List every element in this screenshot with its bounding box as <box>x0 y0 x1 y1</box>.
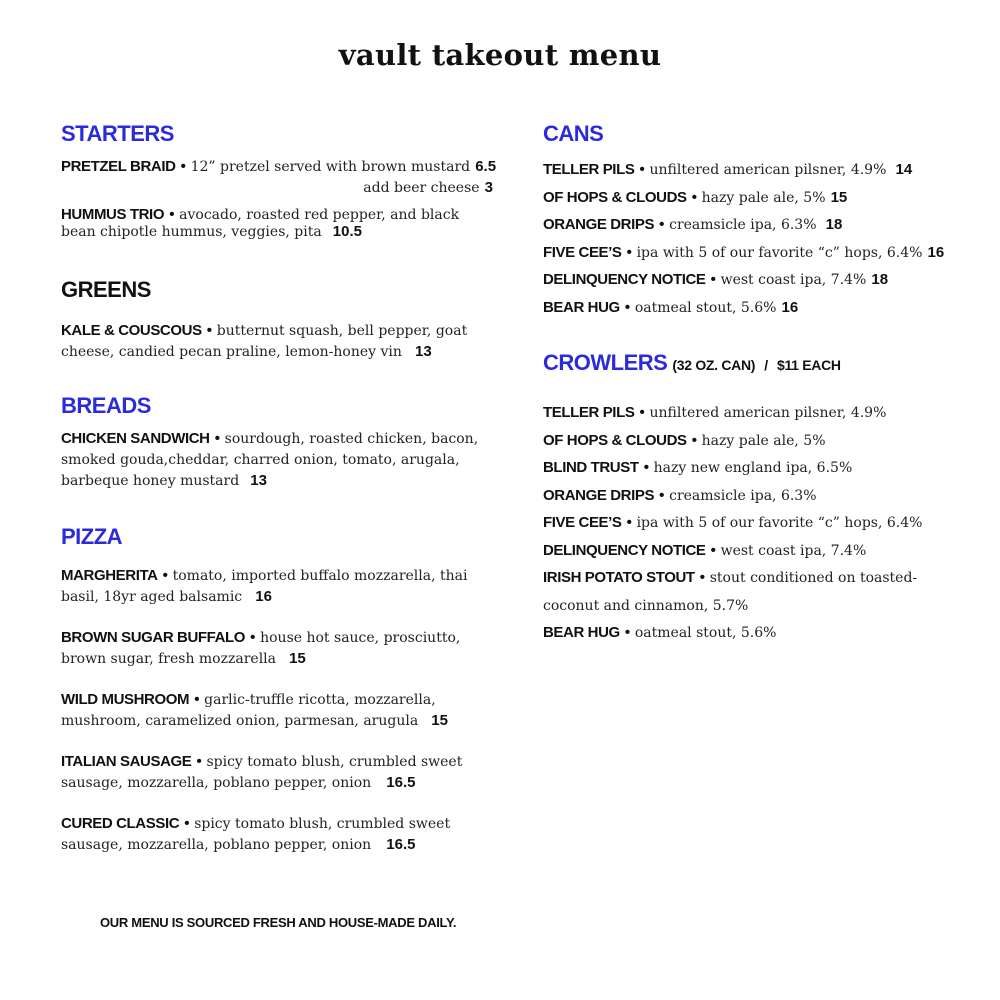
item-name: WILD MUSHROOM <box>61 691 190 708</box>
item-desc: creamsicle ipa, 6.3% <box>669 487 817 504</box>
bullet: • <box>624 298 630 316</box>
crowler-item <box>543 564 973 619</box>
item-name: DELINQUENCY NOTICE <box>543 541 706 559</box>
can-item <box>543 239 973 267</box>
item-price: 16.5 <box>386 774 416 791</box>
crowler-item <box>543 399 973 427</box>
item-price: 14 <box>895 161 913 178</box>
item-name: ITALIAN SAUSAGE <box>61 753 192 770</box>
bullet: • <box>194 691 200 708</box>
greens-heading: GREENS <box>61 277 151 302</box>
item-name: PRETZEL BRAID <box>61 158 176 175</box>
item-desc: oatmeal stout, 5.6% <box>634 625 777 641</box>
bullet: • <box>180 158 186 175</box>
item-name: ORANGE DRIPS <box>543 216 655 233</box>
item-desc: coconut and cinnamon, 5.7% <box>543 597 749 614</box>
item-name: TELLER PILS <box>543 404 635 421</box>
item-name: KALE & COUSCOUS <box>61 322 202 339</box>
item-name: BLIND TRUST <box>543 459 639 476</box>
item-name: TELLER PILS <box>543 161 635 178</box>
item-desc: ipa with 5 of our favorite “c” hops, 6.4% <box>636 244 923 261</box>
item-price: 18 <box>825 216 843 233</box>
item-desc: sourdough, roasted chicken, bacon, <box>224 431 479 447</box>
can-item <box>543 266 973 294</box>
item-desc: stout conditioned on toasted- <box>709 570 918 586</box>
item-name: CURED CLASSIC <box>61 815 180 832</box>
item-price: 15 <box>431 712 448 729</box>
item-desc: house hot sauce, prosciutto, <box>260 630 461 646</box>
pretzel-braid-item <box>61 156 501 198</box>
crowlers-size-note: (32 OZ. CAN) <box>672 357 756 373</box>
item-desc: oatmeal stout, 5.6% <box>634 299 777 316</box>
pizza-item <box>61 627 501 669</box>
item-price: 18 <box>871 271 889 288</box>
bullet: • <box>250 629 256 646</box>
item-desc: tomato, imported buffalo mozzarella, thai <box>172 568 468 584</box>
item-name: OF HOPS & CLOUDS <box>543 431 687 449</box>
left-column <box>61 120 501 855</box>
item-desc: butternut squash, bell pepper, goat <box>216 323 468 339</box>
bullet: • <box>691 188 697 206</box>
starters-heading: STARTERS <box>61 121 174 146</box>
can-item <box>543 294 973 322</box>
crowler-item <box>543 427 973 455</box>
crowlers-separator: / <box>764 357 768 373</box>
item-desc: unfiltered american pilsner, 4.9% <box>649 405 887 421</box>
crowler-item <box>543 537 973 565</box>
bullet: • <box>710 541 716 559</box>
pizza-heading: PIZZA <box>61 524 123 549</box>
bullet: • <box>214 430 220 447</box>
item-desc: ipa with 5 of our favorite “c” hops, 6.4% <box>636 515 923 531</box>
footer-note: OUR MENU IS SOURCED FRESH AND HOUSE-MADE DAILY. <box>100 915 457 930</box>
item-desc: brown sugar, fresh mozzarella <box>61 651 276 667</box>
item-name: HUMMUS TRIO <box>61 206 165 223</box>
bullet: • <box>184 815 190 832</box>
item-desc: cheese, candied pecan praline, lemon-honey vin <box>61 344 402 360</box>
can-item <box>543 184 973 212</box>
hummus-trio-item <box>61 206 501 240</box>
crowler-item <box>543 619 973 647</box>
item-name: FIVE CEE’S <box>543 514 622 531</box>
item-desc: creamsicle ipa, 6.3% <box>669 217 817 233</box>
item-desc: garlic-truffle ricotta, mozzarella, <box>204 692 436 708</box>
crowlers-list <box>543 399 973 647</box>
item-price: 15 <box>830 188 848 206</box>
breads-heading: BREADS <box>61 393 151 418</box>
can-item <box>543 156 973 184</box>
bullet: • <box>639 404 645 421</box>
item-desc: barbeque honey mustard <box>61 473 240 489</box>
item-price: 16 <box>255 588 272 605</box>
page-title: vault takeout menu <box>338 38 662 72</box>
item-desc: 12” pretzel served with brown mustard <box>190 159 471 175</box>
item-desc: west coast ipa, 7.4% <box>720 542 867 559</box>
item-desc: hazy new england ipa, 6.5% <box>653 460 853 476</box>
pizza-item <box>61 689 501 731</box>
bullet: • <box>659 216 665 233</box>
item-name: BEAR HUG <box>543 298 620 316</box>
item-desc: hazy pale ale, 5% <box>701 189 826 206</box>
item-desc: hazy pale ale, 5% <box>701 432 826 449</box>
right-column <box>543 120 973 647</box>
item-name: OF HOPS & CLOUDS <box>543 188 687 206</box>
item-desc: west coast ipa, 7.4% <box>720 272 867 288</box>
item-desc: sausage, mozzarella, poblano pepper, onion <box>61 775 372 791</box>
bullet: • <box>710 271 716 288</box>
addon-price: 3 <box>484 179 493 196</box>
item-price: 10.5 <box>332 223 362 240</box>
kale-couscous-item <box>61 320 501 362</box>
bullet: • <box>624 624 630 641</box>
chicken-sandwich-item <box>61 428 501 491</box>
bullet: • <box>162 567 168 584</box>
bullet: • <box>169 206 175 223</box>
addon-desc: add beer cheese <box>363 180 480 196</box>
crowlers-heading: CROWLERS <box>543 350 668 375</box>
item-name: BEAR HUG <box>543 624 620 641</box>
bullet: • <box>206 322 212 339</box>
item-desc: basil, 18yr aged balsamic <box>61 589 243 605</box>
item-name: DELINQUENCY NOTICE <box>543 271 706 288</box>
item-name: ORANGE DRIPS <box>543 486 655 504</box>
crowlers-price-note: $11 EACH <box>776 357 841 373</box>
item-desc: bean chipotle hummus, veggies, pita <box>61 224 322 240</box>
pizza-item <box>61 751 501 793</box>
item-desc: sausage, mozzarella, poblano pepper, onion <box>61 837 372 853</box>
bullet: • <box>196 753 202 770</box>
item-desc: spicy tomato blush, crumbled sweet <box>206 754 463 770</box>
bullet: • <box>699 569 705 586</box>
crowlers-heading-line <box>543 349 973 377</box>
item-price: 6.5 <box>475 158 497 175</box>
bullet: • <box>659 486 665 504</box>
item-price: 16 <box>927 243 945 261</box>
pizza-item <box>61 813 501 855</box>
item-name: BROWN SUGAR BUFFALO <box>61 629 246 646</box>
bullet: • <box>691 431 697 449</box>
item-price: 13 <box>250 472 267 489</box>
bullet: • <box>643 459 649 476</box>
bullet: • <box>626 243 632 261</box>
item-name: IRISH POTATO STOUT <box>543 569 695 586</box>
item-price: 16.5 <box>386 836 416 853</box>
item-desc: unfiltered american pilsner, 4.9% <box>649 162 887 178</box>
item-desc: mushroom, caramelized onion, parmesan, arugula <box>61 713 419 729</box>
item-name: MARGHERITA <box>61 567 158 584</box>
pizza-item <box>61 565 501 607</box>
item-desc: avocado, roasted red pepper, and black <box>179 207 460 223</box>
addon-line <box>61 177 501 198</box>
item-name: FIVE CEE’S <box>543 243 622 261</box>
item-price: 16 <box>781 298 799 316</box>
item-desc: smoked gouda,cheddar, charred onion, tomato, arugala, <box>61 452 460 468</box>
bullet: • <box>626 514 632 531</box>
item-desc: spicy tomato blush, crumbled sweet <box>194 816 451 832</box>
crowler-item <box>543 454 973 482</box>
cans-list <box>543 156 973 321</box>
crowler-item <box>543 509 973 537</box>
bullet: • <box>639 161 645 178</box>
crowler-item <box>543 482 973 510</box>
can-item <box>543 211 973 239</box>
item-price: 15 <box>289 650 306 667</box>
cans-heading: CANS <box>543 121 604 146</box>
item-price: 13 <box>415 343 432 360</box>
item-name: CHICKEN SANDWICH <box>61 430 210 447</box>
